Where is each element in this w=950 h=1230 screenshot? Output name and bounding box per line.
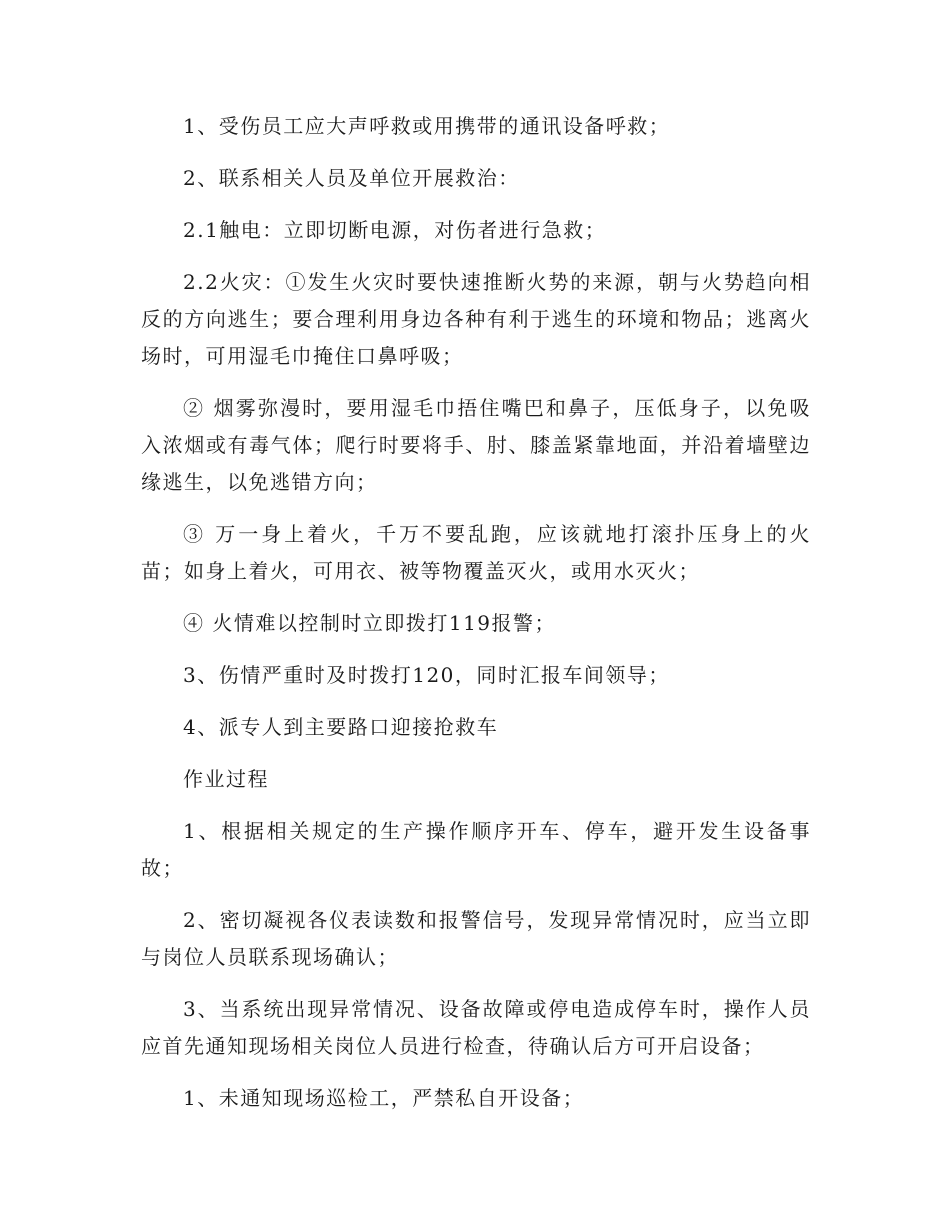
section-heading-work-process: 作业过程 [183,767,269,791]
paragraph-abnormal-shutdown: 3、当系统出现异常情况、设备故障或停电造成停车时，操作人员应首先通知现场相关岗位人员进行检查，待确认后方可开启设备； [141,997,811,1058]
paragraph-start-stop-order: 1、根据相关规定的生产操作顺序开车、停车，避开发生设备事故； [141,819,811,880]
paragraph-call-119: ④ 火情难以控制时立即拨打119报警； [183,611,557,635]
paragraph-call-120: 3、伤情严重时及时拨打120，同时汇报车间领导； [183,663,670,687]
paragraph-electric-shock: 2.1触电：立即切断电源，对伤者进行急救； [183,218,607,242]
document-body [141,108,811,1132]
paragraph-meet-ambulance: 4、派专人到主要路口迎接抢救车 [183,715,499,739]
paragraph-contact-rescue: 2、联系相关人员及单位开展救治： [183,166,520,190]
paragraph-injured-call-help: 1、受伤员工应大声呼救或用携带的通讯设备呼救； [183,114,671,138]
paragraph-on-fire: ③ 万一身上着火，千万不要乱跑，应该就地打滚扑压身上的火苗；如身上着火，可用衣、被等物覆盖灭火，或用水灭火； [141,522,811,583]
paragraph-fire: 2.2火灾：①发生火灾时要快速推断火势的来源，朝与火势趋向相反的方向逃生；要合理利用身边各种有利于逃生的环境和物品；逃离火场时，可用湿毛巾掩住口鼻呼吸； [141,270,811,368]
paragraph-no-unauthorized-start: 1、未通知现场巡检工，严禁私自开设备； [183,1086,585,1110]
paragraph-monitor-instruments: 2、密切凝视各仪表读数和报警信号，发现异常情况时，应当立即与岗位人员联系现场确认； [141,908,811,969]
paragraph-smoke: ② 烟雾弥漫时，要用湿毛巾捂住嘴巴和鼻子，压低身子，以免吸入浓烟或有毒气体；爬行时要将手、肘、膝盖紧靠地面，并沿着墙壁边缘逃生，以免逃错方向； [141,396,811,494]
